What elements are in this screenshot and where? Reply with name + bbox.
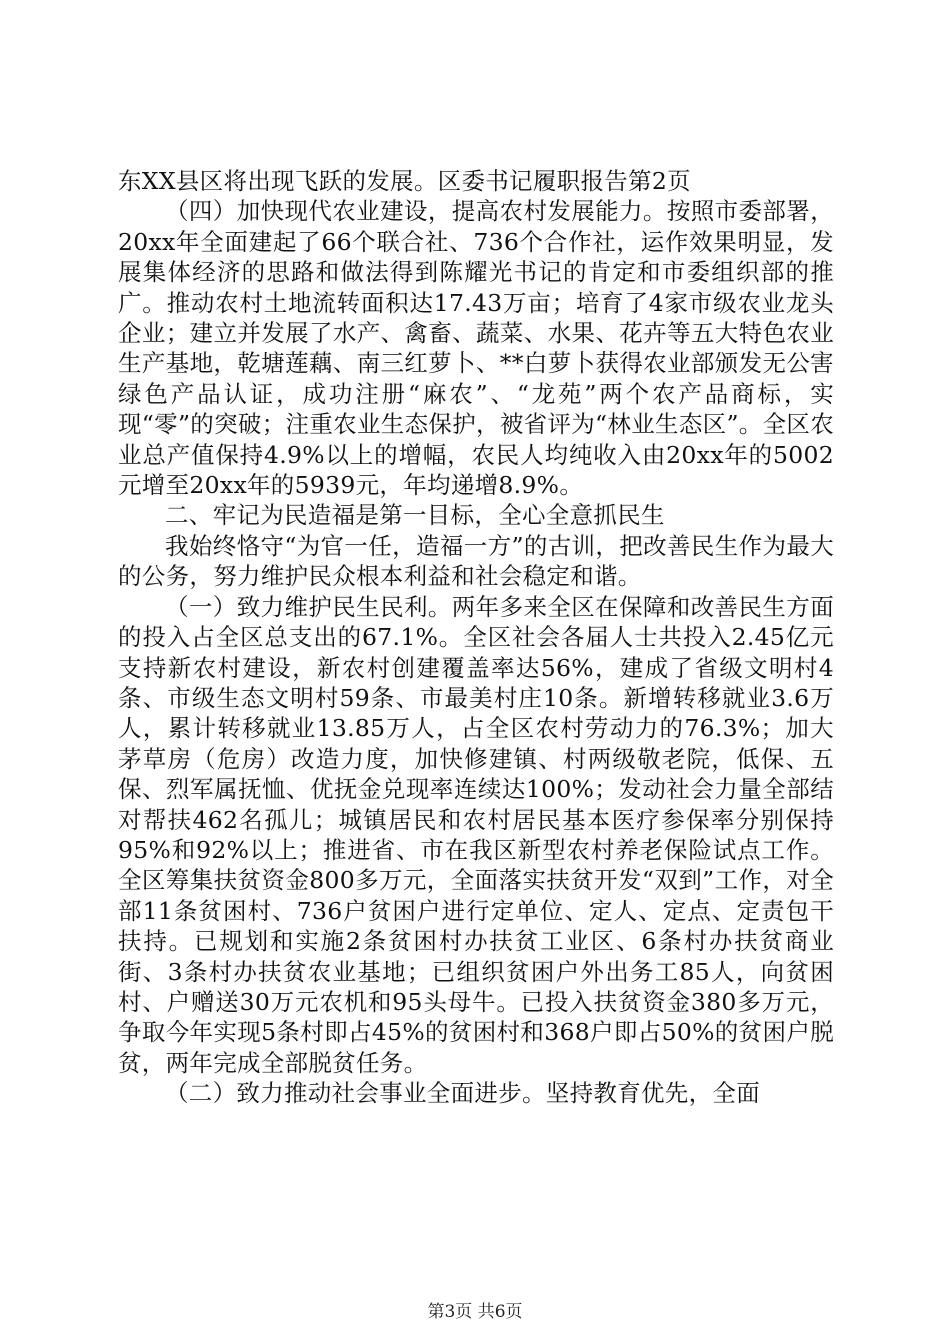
paragraph-livelihood-intro: 我始终恪守“为官一任，造福一方”的古训，把改善民生作为最大的公务，努力维护民众根本利益和社会稳定和谐。 — [118, 531, 834, 591]
section-heading-livelihood: 二、牢记为民造福是第一目标，全心全意抓民生 — [165, 501, 665, 530]
paragraph-livelihood-benefits: （一）致力维护民生民利。两年多来全区在保障和改善民生方面的投入占全区总支出的67.1%。全区社会各届人士共投入2.45亿元支持新农村建设，新农村创建覆盖率达56%，建成了省级文明村4条、市级生态文明村59条、市最美村庄10条。新增转移就业3.6万人，累计转移就业13.85万人，占全区农村劳动力的76.3%；加大茅草房（危房）改造力度，加快修建镇、村两级敬老院，低保、五保、烈军属抚恤、优抚金兑现率连续达100%；发动社会力量全部结对帮扶462名孤儿；城镇居民和农村居民基本医疗参保率分别保持95%和92%以上；推进省、市在我区新型农村养老保险试点工作。全区筹集扶贫资金800多万元，全面落实扶贫开发“双到”工作，对全部11条贫困村、736户贫困户进行定单位、定人、定点、定责包干扶持。已规划和实施2条贫困村办扶贫工业区、6条村办扶贫商业街、3条村办扶贫农业基地；已组织贫困户外出务工85人，向贫困村、户赠送30万元农机和95头母牛。已投入扶贫资金380多万元，争取今年实现5条村即占45%的贫困村和368户即占50%的贫困户脱贫，两年完成全部脱贫任务。 — [118, 592, 834, 1077]
paragraph-continuation: 东XX县区将出现飞跃的发展。区委书记履职报告第2页 — [118, 167, 691, 195]
paragraph-social-affairs: （二）致力推动社会事业全面进步。坚持教育优先，全面 — [165, 1079, 760, 1108]
paragraph-agriculture: （四）加快现代农业建设，提高农村发展能力。按照市委部署，20xx年全面建起了66个联合社、736个合作社，运作效果明显，发展集体经济的思路和做法得到陈耀光书记的肯定和市委组织部的推广。推动农村土地流转面积达17.43万亩；培育了4家市级农业龙头企业；建立并发展了水产、禽畜、蔬菜、水果、花卉等五大特色农业生产基地，乾塘莲藕、南三红萝卜、**白萝卜获得农业部颁发无公害绿色产品认证，成功注册“麻农”、“龙苑”两个农产品商标，实现“零”的突破；注重农业生态保护，被省评为“林业生态区”。全区农业总产值保持4.9%以上的增幅，农民人均纯收入由20xx年的5002元增至20xx年的5939元，年均递增8.9%。 — [118, 197, 834, 500]
document-body — [118, 166, 834, 1109]
page-footer: 第3页 共6页 — [427, 1302, 523, 1322]
